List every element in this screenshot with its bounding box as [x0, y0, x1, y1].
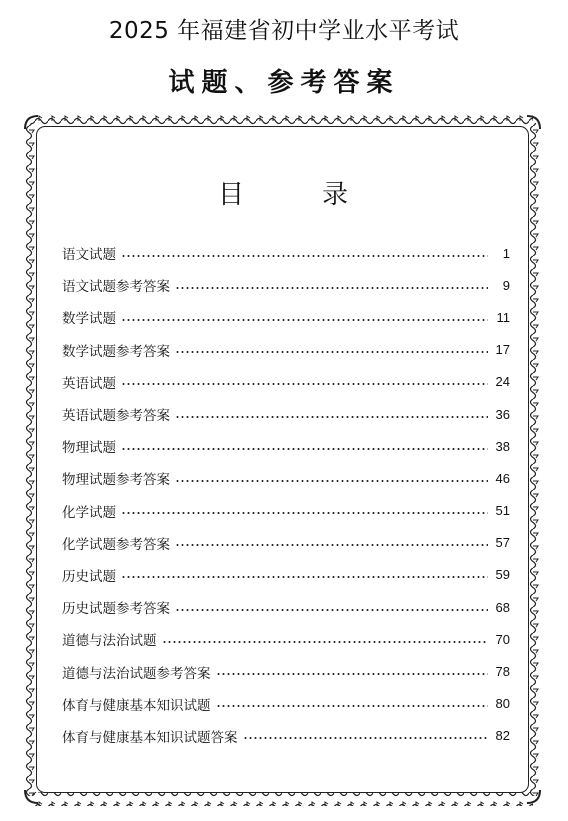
toc-entry[interactable] [62, 655, 510, 687]
toc-entry-page: 51 [495, 503, 510, 519]
toc-entry-page: 82 [495, 728, 510, 744]
dot-leader [216, 695, 489, 708]
dot-leader [175, 470, 488, 483]
toc-entry[interactable] [62, 398, 510, 430]
dot-leader [243, 727, 489, 740]
toc-entry[interactable] [62, 430, 510, 462]
dot-leader [121, 309, 488, 322]
toc-entry[interactable] [62, 527, 510, 559]
toc-entry[interactable] [62, 720, 510, 752]
dot-leader [162, 631, 489, 644]
toc-heading [218, 174, 348, 211]
toc-entry-title: 语文试题 [62, 247, 116, 264]
toc-entry-title: 数学试题 [62, 311, 116, 328]
toc-entry[interactable] [62, 301, 510, 333]
dot-leader [175, 277, 488, 290]
toc-entry-title: 化学试题参考答案 [62, 536, 170, 553]
toc-entry-title: 物理试题参考答案 [62, 472, 170, 489]
toc-entry-page: 9 [502, 277, 510, 293]
toc-entry-page: 57 [495, 535, 510, 551]
toc-entry-page: 36 [495, 406, 510, 422]
toc-entry-page: 68 [495, 599, 510, 615]
dot-leader [175, 534, 488, 547]
toc-entry-page: 17 [495, 342, 510, 358]
toc-entry-page: 38 [495, 438, 510, 454]
toc-entry-title: 语文试题参考答案 [62, 279, 170, 296]
toc-entry-page: 46 [495, 470, 510, 486]
toc-entry-title: 历史试题参考答案 [62, 601, 170, 618]
table-of-contents [62, 237, 510, 752]
toc-heading-char-2: 录 [321, 180, 348, 210]
toc-entry-title: 物理试题 [62, 440, 116, 457]
toc-entry[interactable] [62, 623, 510, 655]
toc-entry[interactable] [62, 462, 510, 494]
toc-entry-page: 80 [495, 696, 510, 712]
toc-entry-title: 道德与法治试题参考答案 [62, 665, 211, 682]
toc-entry-page: 24 [495, 374, 510, 390]
exam-title: 2025 年福建省初中学业水平考试 [108, 18, 460, 44]
dot-leader [121, 245, 488, 258]
toc-entry-title: 英语试题 [62, 375, 116, 392]
toc-entry[interactable] [62, 495, 510, 527]
document-subtitle: 试题、参考答案 [168, 68, 400, 98]
toc-entry-title: 道德与法治试题 [62, 633, 157, 650]
toc-entry[interactable] [62, 559, 510, 591]
toc-entry[interactable] [62, 269, 510, 301]
toc-entry-title: 体育与健康基本知识试题 [62, 697, 211, 714]
toc-entry-title: 历史试题 [62, 568, 116, 585]
dot-leader [121, 438, 488, 451]
toc-entry[interactable] [62, 591, 510, 623]
toc-entry[interactable] [62, 237, 510, 269]
dot-leader [175, 341, 488, 354]
dot-leader [121, 566, 488, 579]
dot-leader [175, 599, 488, 612]
toc-entry-title: 化学试题 [62, 504, 116, 521]
toc-entry[interactable] [62, 334, 510, 366]
toc-heading-char-1: 目 [218, 180, 245, 210]
toc-entry-page: 78 [495, 664, 510, 680]
toc-entry-page: 1 [502, 245, 510, 261]
toc-entry[interactable] [62, 366, 510, 398]
dot-leader [121, 373, 488, 386]
dot-leader [121, 502, 488, 515]
toc-entry-title: 体育与健康基本知识试题答案 [62, 729, 238, 746]
dot-leader [216, 663, 489, 676]
toc-entry-title: 数学试题参考答案 [62, 343, 170, 360]
dot-leader [175, 406, 488, 419]
toc-entry[interactable] [62, 688, 510, 720]
toc-entry-page: 70 [495, 631, 510, 647]
toc-entry-page: 11 [496, 309, 510, 325]
toc-entry-title: 英语试题参考答案 [62, 408, 170, 425]
toc-entry-page: 59 [495, 567, 510, 583]
